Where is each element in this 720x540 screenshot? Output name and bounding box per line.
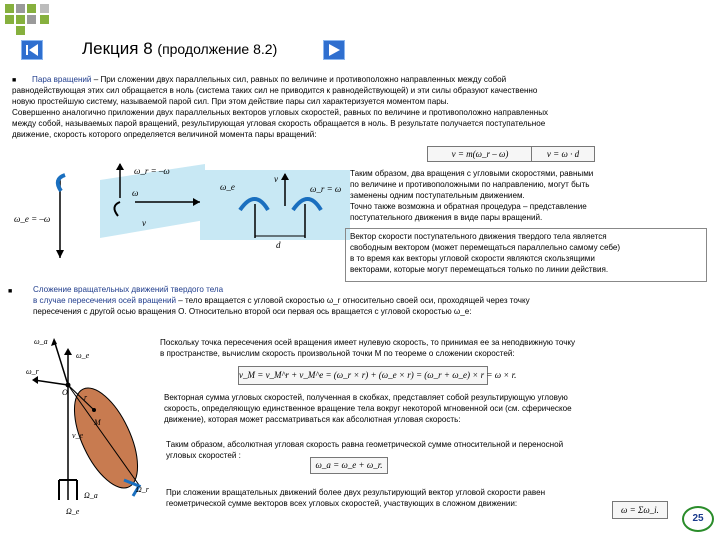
absolute-paragraph-line: Таким образом, абсолютная угловая скорость равна геометрической сумме относительной и переносной bbox=[166, 440, 564, 449]
skip-back-icon bbox=[22, 41, 42, 59]
pair-velocity-simple-formula: v = ω · d bbox=[531, 146, 595, 162]
pair-conclusion-line: по величине и противоположными по направлению, могут быть bbox=[350, 180, 590, 189]
section2-line1-text: – тело вращается с угловой скоростью ω_r относительно своей оси, проходящей через точку bbox=[176, 296, 530, 305]
corner-square bbox=[40, 15, 49, 24]
diagram3-r-label: r bbox=[84, 393, 88, 402]
diagram3-omega-e-label: ω_e bbox=[76, 351, 90, 360]
free-vector-line: Вектор скорости поступательного движения твердого тела является bbox=[350, 232, 607, 241]
intro-line-1 bbox=[32, 75, 712, 86]
diagram1-v-label: v bbox=[142, 218, 146, 228]
pair-conclusion-line: поступательного движения в виде пары вращений. bbox=[350, 213, 543, 222]
corner-square bbox=[27, 4, 36, 13]
diagram2-omega-e-label: ω_e bbox=[220, 182, 235, 192]
corner-square bbox=[40, 4, 49, 13]
intro-line1-text: – При сложении двух параллельных сил, равных по величине и противоположно направленных между собой bbox=[91, 75, 507, 84]
next-slide-button[interactable] bbox=[323, 40, 345, 60]
diagram1-omega-e-label: ω_e = –ω bbox=[14, 214, 51, 224]
diagram3-m-label: M bbox=[94, 418, 101, 427]
intro-line-6: движение, скорость которого определяется величиной момента пары вращений: bbox=[12, 130, 317, 139]
diagram2-d-label: d bbox=[276, 240, 281, 250]
diagram3-o-label: O bbox=[62, 388, 68, 397]
free-vector-box bbox=[345, 228, 707, 282]
intro-line-5: между собой, называемых парой вращений, результирующая угловая скорость обращается в ноль. В результате получается поступательное bbox=[12, 119, 546, 128]
intro-heading: Пара вращений bbox=[32, 75, 92, 84]
vector-sum-paragraph-line: движение), которая может рассматриваться как абсолютная угловая скорость: bbox=[164, 415, 461, 424]
prev-slide-button[interactable] bbox=[21, 40, 43, 60]
section2-heading: Сложение вращательных движений твердого тела bbox=[33, 285, 224, 294]
diagram3-big-omega-e-label: Ω_e bbox=[66, 507, 80, 516]
free-vector-line: в то время как векторы угловой скорости являются скользящими bbox=[350, 254, 595, 263]
page-number-badge: 25 bbox=[682, 506, 714, 532]
diagram1-omega-label: ω bbox=[132, 188, 139, 198]
pair-conclusion-line: заменены одним поступательным движением. bbox=[350, 191, 525, 200]
diagram1-omega-r-label: ω_r = –ω bbox=[134, 166, 170, 176]
intro-line-2: равнодействующая этих сил обращается в ноль (система таких сил не приводится к равнодействующей) и эти силы образуют качественно bbox=[12, 86, 538, 95]
diagram3-omega-a-label: ω_a bbox=[34, 337, 48, 346]
vector-sum-paragraph-line: скорость, определяющую единственное вращение тела вокруг некоторой мгновенной оси (см. сферическое bbox=[164, 404, 572, 413]
bullet: ■ bbox=[8, 288, 13, 295]
diagram3-big-omega-r-label: Ω_r bbox=[136, 485, 149, 494]
velocity-sum-formula: v_M = v_M^r + v_M^e = (ω_r × r) + (ω_e × r) = (ω_r + ω_e) × r = ω × r. bbox=[238, 366, 488, 385]
sum-omega-formula: ω = Σω_i. bbox=[612, 501, 668, 519]
diagram2-omega-r-label: ω_r = ω bbox=[310, 184, 342, 194]
section2-heading-2: в случае пересечения осей вращений bbox=[33, 296, 177, 305]
section2-line-2: пересечения с другой осью вращения O. Относительно второй оси первая ось вращается с угловой скоростью ω_e: bbox=[33, 307, 472, 316]
title-sub: (продолжение 8.2) bbox=[157, 41, 278, 57]
title-main: Лекция 8 bbox=[82, 39, 153, 58]
corner-square bbox=[16, 26, 25, 35]
velocity-paragraph-line: в пространстве, вычислим скорость произвольной точки M по теореме о сложении скоростей: bbox=[160, 349, 515, 358]
vector-sum-paragraph-line: Векторная сумма угловых скоростей, полученная в скобках, представляет собой результирующую угловую bbox=[164, 393, 568, 402]
more-rotations-paragraph-line: геометрической сумме векторов всех угловых скоростей, участвующих в сложном движении: bbox=[166, 499, 518, 508]
diagram3-ve-label: v_e bbox=[72, 431, 84, 440]
more-rotations-paragraph-line: При сложении вращательных движений более двух результирующий вектор угловой скорости равен bbox=[166, 488, 546, 497]
free-vector-line: векторами, которые могут перемещаться только по линии действия. bbox=[350, 265, 609, 274]
pair-conclusion-line: Точно также возможна и обратная процедура – представление bbox=[350, 202, 587, 211]
bullet: ■ bbox=[12, 77, 17, 84]
absolute-paragraph-line: угловых скоростей : bbox=[166, 451, 241, 460]
corner-square bbox=[16, 15, 25, 24]
corner-square bbox=[5, 4, 14, 13]
intro-line-4: Совершенно аналогично приложении двух параллельных векторов угловых скоростей, равных по величине и противоположно направленных bbox=[12, 108, 549, 117]
play-icon bbox=[324, 41, 344, 59]
absolute-omega-formula: ω_a = ω_e + ω_r. bbox=[310, 457, 388, 474]
intro-line-3: новую простейшую систему, называемой парой сил. При этом действие пары сил характеризуется моментом пары. bbox=[12, 97, 449, 106]
intersecting-axes-diagram bbox=[24, 330, 159, 530]
pair-velocity-formula: v = m(ω_r – ω) bbox=[427, 146, 533, 162]
diagram3-big-omega-a-label: Ω_a bbox=[84, 491, 98, 500]
corner-square bbox=[5, 15, 14, 24]
diagram2-v-label: v bbox=[274, 174, 278, 184]
corner-square bbox=[27, 15, 36, 24]
velocity-paragraph-line: Поскольку точка пересечения осей вращения имеет нулевую скорость, то принимая ее за неподвижную точку bbox=[160, 338, 576, 347]
pair-conclusion-line: Таким образом, два вращения с угловыми скоростями, равными bbox=[350, 169, 594, 178]
corner-square bbox=[16, 4, 25, 13]
free-vector-line: свободным вектором (может перемещаться параллельно самому себе) bbox=[350, 243, 621, 252]
page-title bbox=[82, 39, 277, 59]
pair-of-rotations-diagram bbox=[14, 160, 350, 260]
section2-line-1 bbox=[33, 296, 713, 307]
diagram3-omega-r-label: ω_r bbox=[26, 367, 39, 376]
